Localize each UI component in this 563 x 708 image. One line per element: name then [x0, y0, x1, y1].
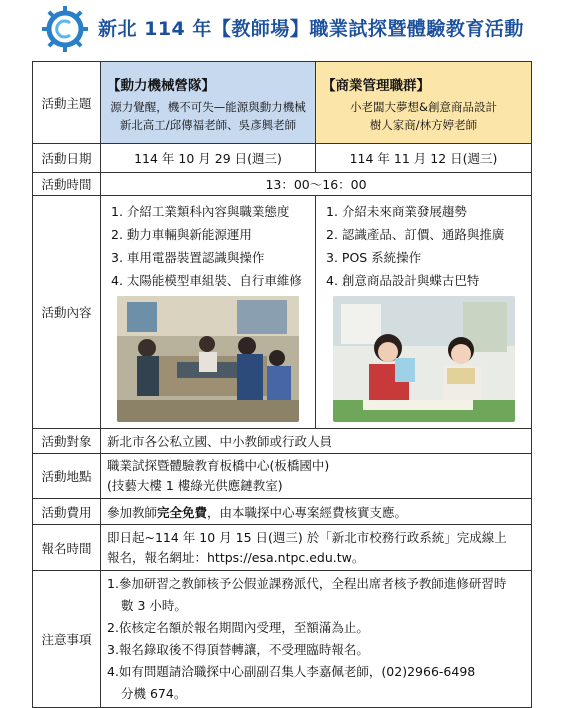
notes-row — [33, 571, 532, 708]
register-line2: 報名，報名網址：https://esa.ntpc.edu.tw。 — [107, 549, 365, 565]
list-item: 2. 認識產品、訂價、通路與推廣 — [326, 227, 505, 242]
list-item: 3. 車用電器裝置認識與操作 — [111, 250, 265, 265]
list-item: 1. 介紹工業類科內容與職業態度 — [111, 204, 290, 219]
audience-row — [33, 429, 532, 454]
theme-row — [33, 62, 532, 144]
activity-table — [32, 61, 532, 708]
content-left-cell — [101, 196, 316, 429]
page-title: 新北 114 年【教師場】職業試探暨體驗教育活動 — [98, 18, 524, 40]
list-item: 3. POS 系統操作 — [326, 250, 422, 265]
theme-right-line1: 小老闆大夢想&創意商品設計 — [350, 99, 497, 114]
header — [0, 0, 563, 58]
notes-cell — [101, 571, 532, 708]
date-left: 114 年 10 月 29 日(週三) — [101, 144, 316, 173]
list-item: 4. 太陽能模型車組裝、自行車維修 — [111, 273, 302, 288]
time-row — [33, 173, 532, 196]
theme-right-cell — [316, 62, 532, 144]
content-label: 活動內容 — [33, 196, 101, 429]
register-row — [33, 525, 532, 571]
note-1a: 1.參加研習之教師核予公假並課務派代，全程出席者核予教師進修研習時 — [107, 576, 507, 591]
audience-label: 活動對象 — [33, 429, 101, 454]
theme-left-line1: 源力覺醒，機不可失—能源與動力機械 — [110, 99, 306, 114]
workshop-photo — [117, 296, 299, 422]
fee-row — [33, 499, 532, 525]
list-item: 4. 創意商品設計與蝶古巴特 — [326, 273, 480, 288]
venue-line2: (技藝大樓 1 樓綠光供應鏈教室) — [107, 478, 283, 493]
register-label: 報名時間 — [33, 525, 101, 571]
date-label: 活動日期 — [33, 144, 101, 173]
content-row — [33, 196, 532, 429]
fee-cell — [101, 499, 532, 525]
students-photo — [333, 296, 515, 422]
date-row — [33, 144, 532, 173]
note-2: 2.依核定名額於報名期間內受理，至額滿為止。 — [107, 620, 369, 635]
time-value: 13：00～16：00 — [101, 173, 532, 196]
fee-emphasis: 完全免費 — [157, 504, 208, 520]
note-4a: 4.如有問題請洽職探中心副副召集人李嘉佩老師，(02)2966-6498 — [107, 664, 476, 679]
content-right-list — [322, 200, 525, 292]
theme-right-line2: 樹人家商/林方婷老師 — [369, 117, 478, 132]
content-right-cell — [316, 196, 532, 429]
register-line1: 即日起~114 年 10 月 15 日(週三) 於「新北市校務行政系統」完成線上 — [107, 529, 507, 545]
note-3: 3.報名錄取後不得頂替轉讓，不受理臨時報名。 — [107, 642, 369, 657]
date-right: 114 年 11 月 12 日(週三) — [316, 144, 532, 173]
content-left-list — [107, 200, 309, 292]
theme-left-heading: 【動力機械營隊】 — [107, 77, 215, 94]
theme-left-cell — [101, 62, 316, 144]
venue-row — [33, 454, 532, 499]
ntpc-gear-logo-icon — [40, 4, 90, 54]
note-4b: 分機 674。 — [121, 686, 187, 701]
venue-cell — [101, 454, 532, 499]
register-cell — [101, 525, 532, 571]
theme-left-line2: 新北高工/邱傳福老師、吳彥興老師 — [119, 117, 297, 132]
venue-line1: 職業試探暨體驗教育板橋中心(板橋國中) — [107, 458, 330, 473]
notes-label: 注意事項 — [33, 571, 101, 708]
list-item: 2. 動力車輛與新能源運用 — [111, 227, 252, 242]
fee-label: 活動費用 — [33, 499, 101, 525]
fee-prefix: 參加教師 — [107, 504, 158, 520]
fee-suffix: ，由本職探中心專案經費核實支應。 — [207, 504, 408, 520]
time-label: 活動時間 — [33, 173, 101, 196]
venue-label: 活動地點 — [33, 454, 101, 499]
audience-value: 新北市各公私立國、中小教師或行政人員 — [101, 429, 532, 454]
note-1b: 數 3 小時。 — [121, 598, 187, 613]
theme-right-heading: 【商業管理職群】 — [322, 77, 430, 94]
list-item: 1. 介紹未來商業發展趨勢 — [326, 204, 467, 219]
theme-label: 活動主題 — [33, 62, 101, 144]
